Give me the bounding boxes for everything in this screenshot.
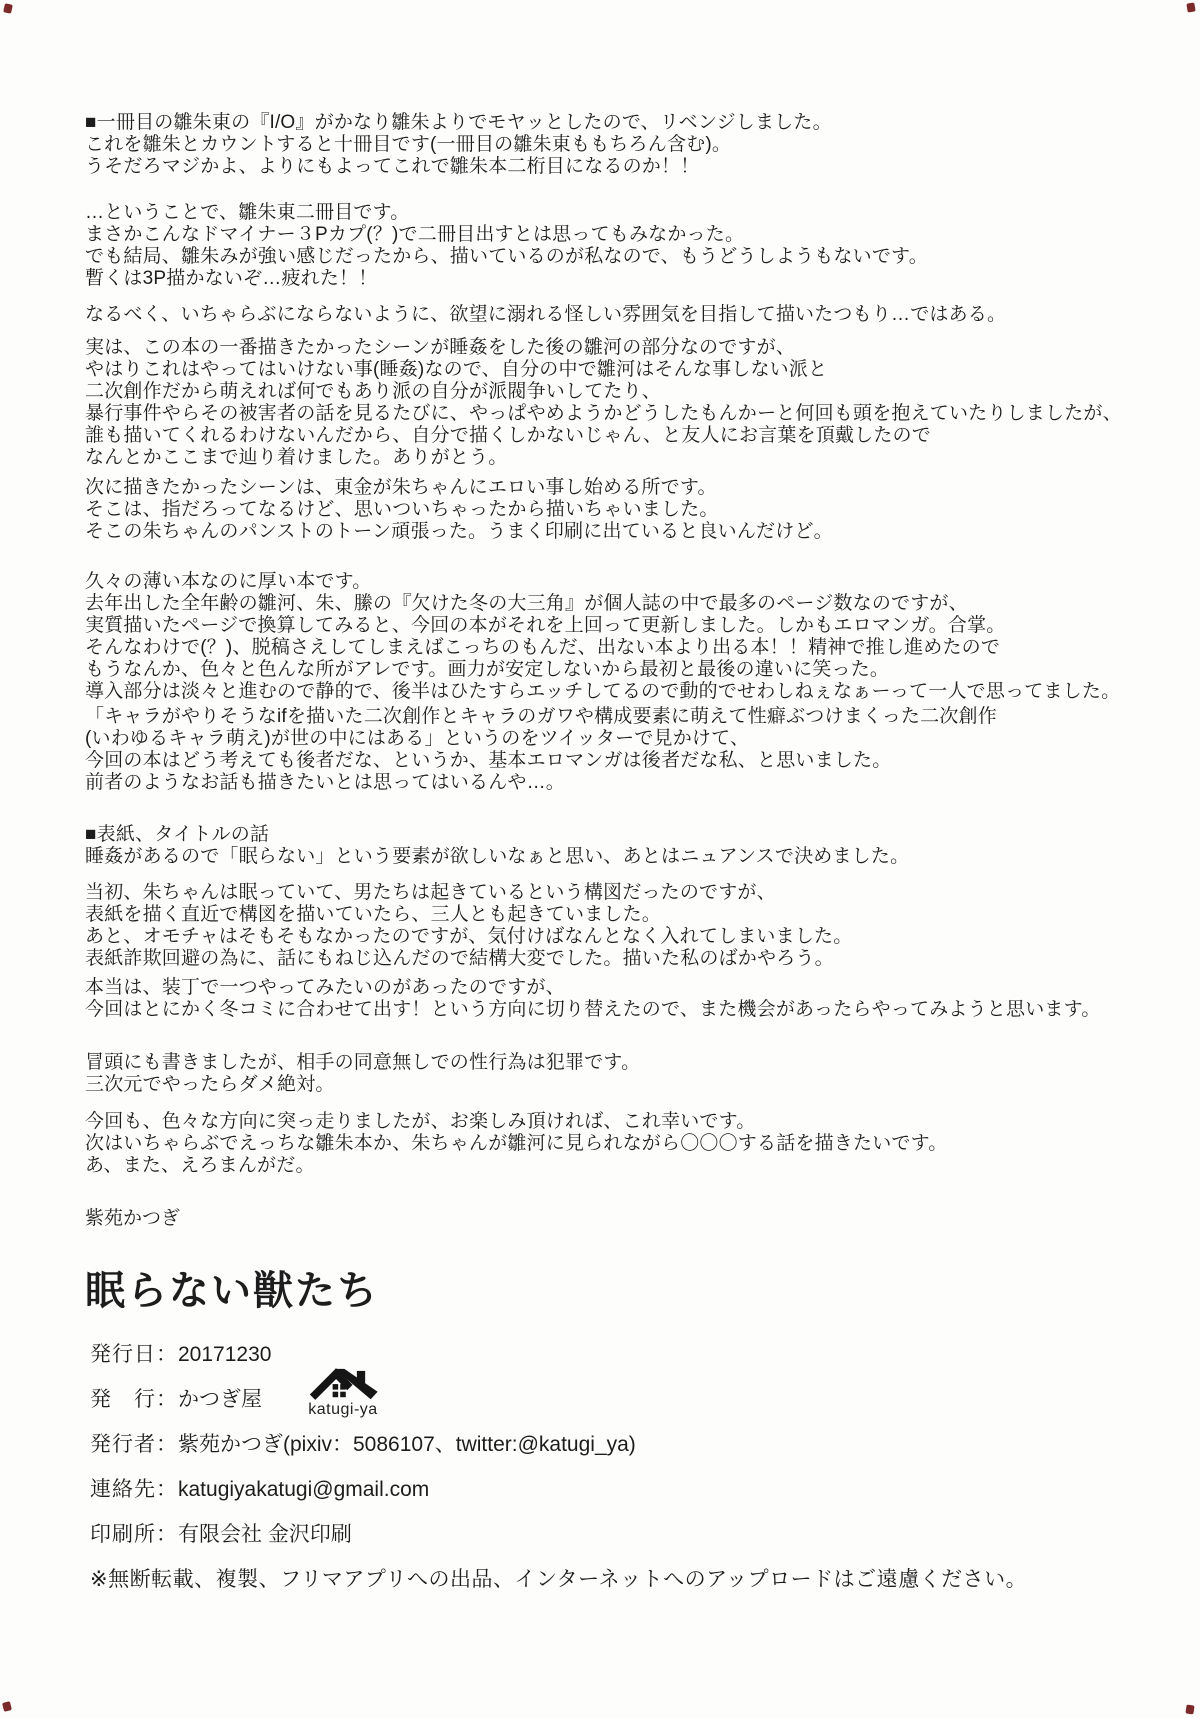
colophon-row-contact — [90, 1477, 1140, 1503]
contact-value: katugiyakatugi@gmail.com — [178, 1478, 430, 1501]
paragraph — [85, 1052, 1175, 1096]
afterword-text — [85, 112, 1175, 1230]
publish-date-value: 20171230 — [178, 1343, 272, 1366]
paragraph — [85, 202, 1175, 290]
text-line: 前者のようなお話も描きたいとは思ってはいるんや…。 — [85, 772, 566, 793]
text-line: 実質描いたページで換算してみると、今回の本がそれを上回って更新しました。しかもエロマンガ。合掌。 — [85, 615, 1006, 636]
text-line: 次はいちゃらぶでえっちな雛朱本か、朱ちゃんが雛河に見られながら〇〇〇する話を描きたいです。 — [85, 1133, 948, 1154]
author-label: 発行者： — [90, 1433, 178, 1456]
paragraph — [85, 882, 1175, 970]
text-line: 冒頭にも書きましたが、相手の同意無しでの性行為は犯罪です。 — [85, 1052, 641, 1073]
text-line: 誰も描いてくれるわけないんだから、自分で描くしかないじゃん、と友人にお言葉を頂戴したので — [85, 425, 931, 446]
printer-value: 有限会社 金沢印刷 — [178, 1523, 352, 1546]
paragraph — [85, 571, 1175, 703]
publisher-value: かつぎ屋 — [178, 1388, 262, 1411]
paragraph — [85, 304, 1175, 326]
text-line: 今回の本はどう考えても後者だな、というか、基本エロマンガは後者だな私、と思いました。 — [85, 750, 892, 771]
scan-corner-mark — [1185, 1704, 1194, 1714]
text-line: そんなわけで(？)、脱稿さえしてしまえばこっちのもんだ、出ない本より出る本！！精神で推し進めたので — [85, 637, 1001, 658]
text-line: あ、また、えろまんがだ。 — [85, 1155, 315, 1176]
text-line: やはりこれはやってはいけない事(睡姦)なので、自分の中で雛河はそんな事しない派と — [85, 359, 828, 380]
paragraph — [85, 706, 1175, 794]
paragraph — [85, 112, 1175, 178]
text-line: ■表紙、タイトルの話 — [85, 824, 270, 845]
logo-text: katugi-ya — [308, 1401, 378, 1418]
scan-corner-mark — [2, 1701, 12, 1712]
text-line: 久々の薄い本なのに厚い本です。 — [85, 571, 372, 592]
text-line: 三次元でやったらダメ絶対。 — [85, 1074, 335, 1095]
text-line: 「キャラがやりそうなifを描いた二次創作とキャラのガワや構成要素に萌えて性癖ぶつけまくった二次創作 — [85, 706, 997, 727]
text-line: 次に描きたかったシーンは、東金が朱ちゃんにエロい事し始める所です。 — [85, 477, 717, 498]
text-line: 当初、朱ちゃんは眠っていて、男たちは起きているという構図だったのですが、 — [85, 882, 776, 903]
paragraph — [85, 1111, 1175, 1177]
text-line: 去年出した全年齢の雛河、朱、縢の『欠けた冬の大三角』が個人誌の中で最多のページ数なのですが、 — [85, 593, 968, 614]
paragraph — [85, 337, 1175, 469]
afterword-paragraphs — [85, 112, 1175, 1177]
book-title: 眠らない獣たち — [85, 1268, 379, 1313]
scan-corner-mark — [1186, 2, 1195, 12]
scan-corner-mark — [3, 3, 13, 13]
text-line: ■一冊目の雛朱東の『I/O』がかなり雛朱よりでモヤッとしたので、リベンジしました。 — [85, 112, 832, 133]
text-line: 導入部分は淡々と進むので静的で、後半はひたすらエッチしてるので動的でせわしねぇなぁーって一人で思ってました。 — [85, 681, 1121, 702]
printer-label: 印刷所： — [90, 1523, 178, 1546]
reprint-prohibition-note: ※無断転載、複製、フリマアプリへの出品、インターネットへのアップロードはご遠慮ください。 — [90, 1568, 1028, 1591]
house-icon — [305, 1364, 381, 1400]
colophon-row-printer — [90, 1522, 1140, 1548]
text-line: もうなんか、色々と色んな所がアレです。画力が安定しないから最初と最後の違いに笑った。 — [85, 659, 890, 680]
text-line: 実は、この本の一番描きたかったシーンが睡姦をした後の雛河の部分なのですが、 — [85, 337, 796, 358]
text-line: (いわゆるキャラ萌え)が世の中にはある」というのをツイッターで見かけて、 — [85, 728, 750, 749]
colophon-row-publish-date — [90, 1342, 1140, 1368]
paragraph — [85, 477, 1175, 543]
text-line: そこは、指だろってなるけど、思いついちゃったから描いちゃいました。 — [85, 499, 719, 520]
katugiya-logo — [302, 1364, 384, 1419]
text-line: …ということで、雛朱東二冊目です。 — [85, 202, 410, 223]
publish-date-label: 発行日： — [90, 1343, 178, 1366]
text-line: なんとかここまで辿り着けました。ありがとう。 — [85, 447, 508, 468]
text-line: 睡姦があるので「眠らない」という要素が欲しいなぁと思い、あとはニュアンスで決めました。 — [85, 846, 910, 867]
text-line: これを雛朱とカウントすると十冊目です(一冊目の雛朱東ももちろん含む)。 — [85, 134, 732, 155]
text-line: あと、オモチャはそもそもなかったのですが、気付けばなんとなく入れてしまいました。 — [85, 926, 853, 947]
publisher-label: 発 行： — [90, 1388, 178, 1411]
paragraph — [85, 824, 1175, 868]
contact-label: 連絡先： — [90, 1478, 178, 1501]
colophon-row-publisher — [90, 1387, 1140, 1413]
text-line: 暫くは3P描かないぞ…疲れた！！ — [85, 268, 378, 289]
text-line: 表紙詐欺回避の為に、話にもねじ込んだので結構大変でした。描いた私のばかやろう。 — [85, 948, 834, 969]
text-line: まさかこんなドマイナー３Pカプ(？)で二冊目出すとは思ってもみなかった。 — [85, 224, 745, 245]
text-line: 本当は、装丁で一つやってみたいのがあったのですが、 — [85, 977, 565, 998]
text-line: 今回はとにかく冬コミに合わせて出す！という方向に切り替えたので、また機会があったらやってみようと思います。 — [85, 999, 1101, 1020]
text-line: 二次創作だから萌えれば何でもあり派の自分が派閥争いしてたり、 — [85, 381, 662, 402]
author-signature: 紫苑かつぎ — [85, 1208, 181, 1229]
text-line: なるべく、いちゃらぶにならないように、欲望に溺れる怪しい雰囲気を目指して描いたつもり…ではある。 — [85, 304, 1007, 325]
text-line: でも結局、雛朱みが強い感じだったから、描いているのが私なので、もうどうしようもないです。 — [85, 246, 928, 267]
text-line: 表紙を描く直近で構図を描いていたら、三人とも起きていました。 — [85, 904, 662, 925]
colophon — [90, 1342, 1140, 1593]
text-line: うそだろマジかよ、よりにもよってこれで雛朱本二桁目になるのか！！ — [85, 156, 700, 177]
text-line: 暴行事件やらその被害者の話を見るたびに、やっぱやめようかどうしたもんかーと何回も頭を抱えていたりしましたが、 — [85, 403, 1122, 424]
colophon-row-author — [90, 1432, 1140, 1458]
author-value: 紫苑かつぎ(pixiv：5086107、twitter:@katugi_ya) — [178, 1433, 636, 1456]
text-line: 今回も、色々な方向に突っ走りましたが、お楽しみ頂ければ、これ幸いです。 — [85, 1111, 756, 1132]
paragraph — [85, 977, 1175, 1021]
text-line: そこの朱ちゃんのパンストのトーン頑張った。うまく印刷に出ていると良いんだけど。 — [85, 521, 833, 542]
